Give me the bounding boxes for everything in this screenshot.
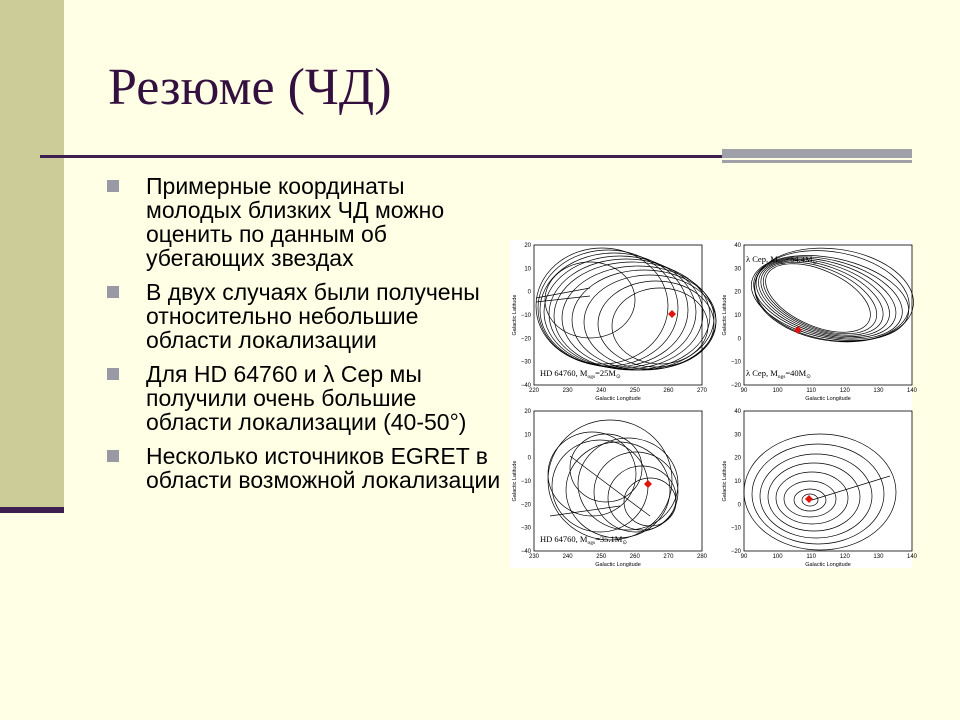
x-tick-label: 270	[696, 388, 708, 394]
slide-title: Резюме (ЧД)	[108, 59, 392, 116]
x-tick-label: 250	[629, 388, 640, 394]
star-position-marker	[805, 495, 813, 503]
bullet-item	[104, 174, 504, 270]
error-ellipses	[548, 420, 678, 540]
star-position-marker	[668, 310, 676, 318]
y-tick-label: −10	[520, 479, 531, 485]
left-accent-rule	[0, 507, 64, 513]
axis-labels	[722, 243, 918, 402]
panel-label: HD 64760, $M_{ogs}=35.1M_⊙$	[540, 534, 627, 546]
x-tick-label: 130	[873, 554, 884, 560]
y-tick-label: 20	[524, 243, 531, 249]
y-tick-label: 20	[734, 289, 741, 296]
panel-hd64760-35	[534, 411, 702, 551]
x-tick-label: 110	[806, 554, 816, 560]
y-axis-title: Galactic Latitude	[722, 294, 728, 336]
x-tick-label: 140	[906, 554, 918, 560]
localization-plots	[510, 240, 918, 568]
y-axis-title: Galactic Latitude	[722, 460, 728, 502]
bullet-item	[104, 280, 504, 352]
panel-hd64760-25	[534, 245, 716, 385]
y-tick-label: 10	[524, 432, 531, 439]
bullet-text: Для HD 64760 и λ Cep мы получили очень большие области локализации (40-50°)	[146, 361, 467, 435]
y-tick-label: −30	[520, 525, 531, 532]
y-tick-label: 10	[734, 313, 741, 319]
x-tick-label: 240	[596, 388, 607, 394]
x-tick-label: 230	[528, 554, 540, 560]
x-tick-label: 250	[596, 554, 607, 560]
y-tick-label: −20	[730, 383, 741, 389]
y-tick-label: 20	[734, 455, 741, 462]
y-tick-label: −10	[730, 525, 741, 532]
x-axis-title: Galactic Longitude	[595, 562, 641, 568]
x-tick-label: 90	[740, 388, 748, 394]
y-tick-label: 0	[737, 336, 741, 343]
y-tick-label: 10	[524, 266, 531, 273]
x-tick-label: 220	[528, 388, 540, 394]
localization-figure	[510, 240, 918, 568]
y-tick-label: 0	[737, 502, 741, 509]
error-ellipses	[744, 434, 896, 550]
star-position-marker	[644, 480, 652, 488]
panel-lambda-cep-64	[744, 411, 912, 551]
y-tick-label: 0	[527, 289, 531, 296]
x-tick-label: 120	[839, 554, 850, 560]
error-ellipses	[536, 248, 716, 370]
bullet-square-icon	[107, 180, 119, 192]
x-tick-label: 100	[772, 388, 783, 394]
x-tick-label: 230	[562, 388, 573, 394]
bullet-item	[104, 362, 504, 434]
bullet-text: Примерные координаты молодых близких ЧД можно оценить по данным об убегающих звездах	[146, 173, 445, 271]
bullet-square-icon	[107, 286, 119, 298]
panel-label: λ Cep, $M_{ogs}=64.4M_⊙$	[746, 254, 818, 266]
x-tick-label: 120	[839, 388, 850, 394]
y-tick-label: 20	[524, 409, 531, 415]
y-tick-label: −20	[520, 336, 531, 343]
panel-label: λ Cep, $M_{ogs}=40M_⊙$	[746, 368, 811, 380]
x-axis-title: Galactic Longitude	[805, 396, 851, 402]
y-tick-label: 40	[734, 409, 741, 415]
x-tick-label: 260	[629, 554, 640, 560]
x-tick-label: 90	[740, 554, 748, 560]
y-tick-label: −10	[730, 359, 741, 366]
x-tick-label: 240	[562, 554, 573, 560]
y-tick-label: 40	[734, 243, 741, 249]
y-axis-title: Galactic Latitude	[512, 294, 518, 336]
y-axis-title: Galactic Latitude	[512, 460, 518, 502]
y-tick-label: 30	[734, 432, 741, 439]
x-tick-label: 270	[663, 554, 674, 560]
bullet-square-icon	[107, 450, 119, 462]
x-axis-title: Galactic Longitude	[595, 396, 641, 402]
title-underline-gray	[722, 149, 912, 158]
x-axis-title: Galactic Longitude	[805, 562, 851, 568]
y-tick-label: −40	[520, 549, 531, 555]
y-tick-label: 10	[734, 479, 741, 485]
y-tick-label: 30	[734, 266, 741, 273]
y-tick-label: −20	[520, 502, 531, 509]
bullet-list	[104, 174, 504, 502]
y-tick-label: −30	[520, 359, 531, 366]
bullet-square-icon	[107, 368, 119, 380]
y-tick-label: −10	[520, 313, 531, 319]
title-underline-gray-thin	[722, 160, 912, 163]
x-tick-label: 280	[696, 554, 708, 560]
y-tick-label: 0	[527, 455, 531, 462]
left-accent-band	[0, 0, 64, 512]
bullet-text: Несколько источников EGRET в области возможной локализации	[146, 443, 501, 493]
panel-label: HD 64760, $M_{ogs}=25M_⊙$	[540, 368, 621, 380]
bullet-text: В двух случаях были получены относительно небольшие области локализации	[146, 279, 480, 353]
plot-frame	[744, 411, 912, 551]
x-tick-label: 110	[806, 388, 816, 394]
x-tick-label: 140	[906, 388, 918, 394]
x-tick-label: 130	[873, 388, 884, 394]
axis-labels	[512, 409, 708, 568]
x-tick-label: 100	[772, 554, 783, 560]
bullet-item	[104, 444, 504, 492]
x-tick-label: 260	[663, 388, 674, 394]
y-tick-label: −40	[520, 383, 531, 389]
y-tick-label: −20	[730, 549, 741, 555]
